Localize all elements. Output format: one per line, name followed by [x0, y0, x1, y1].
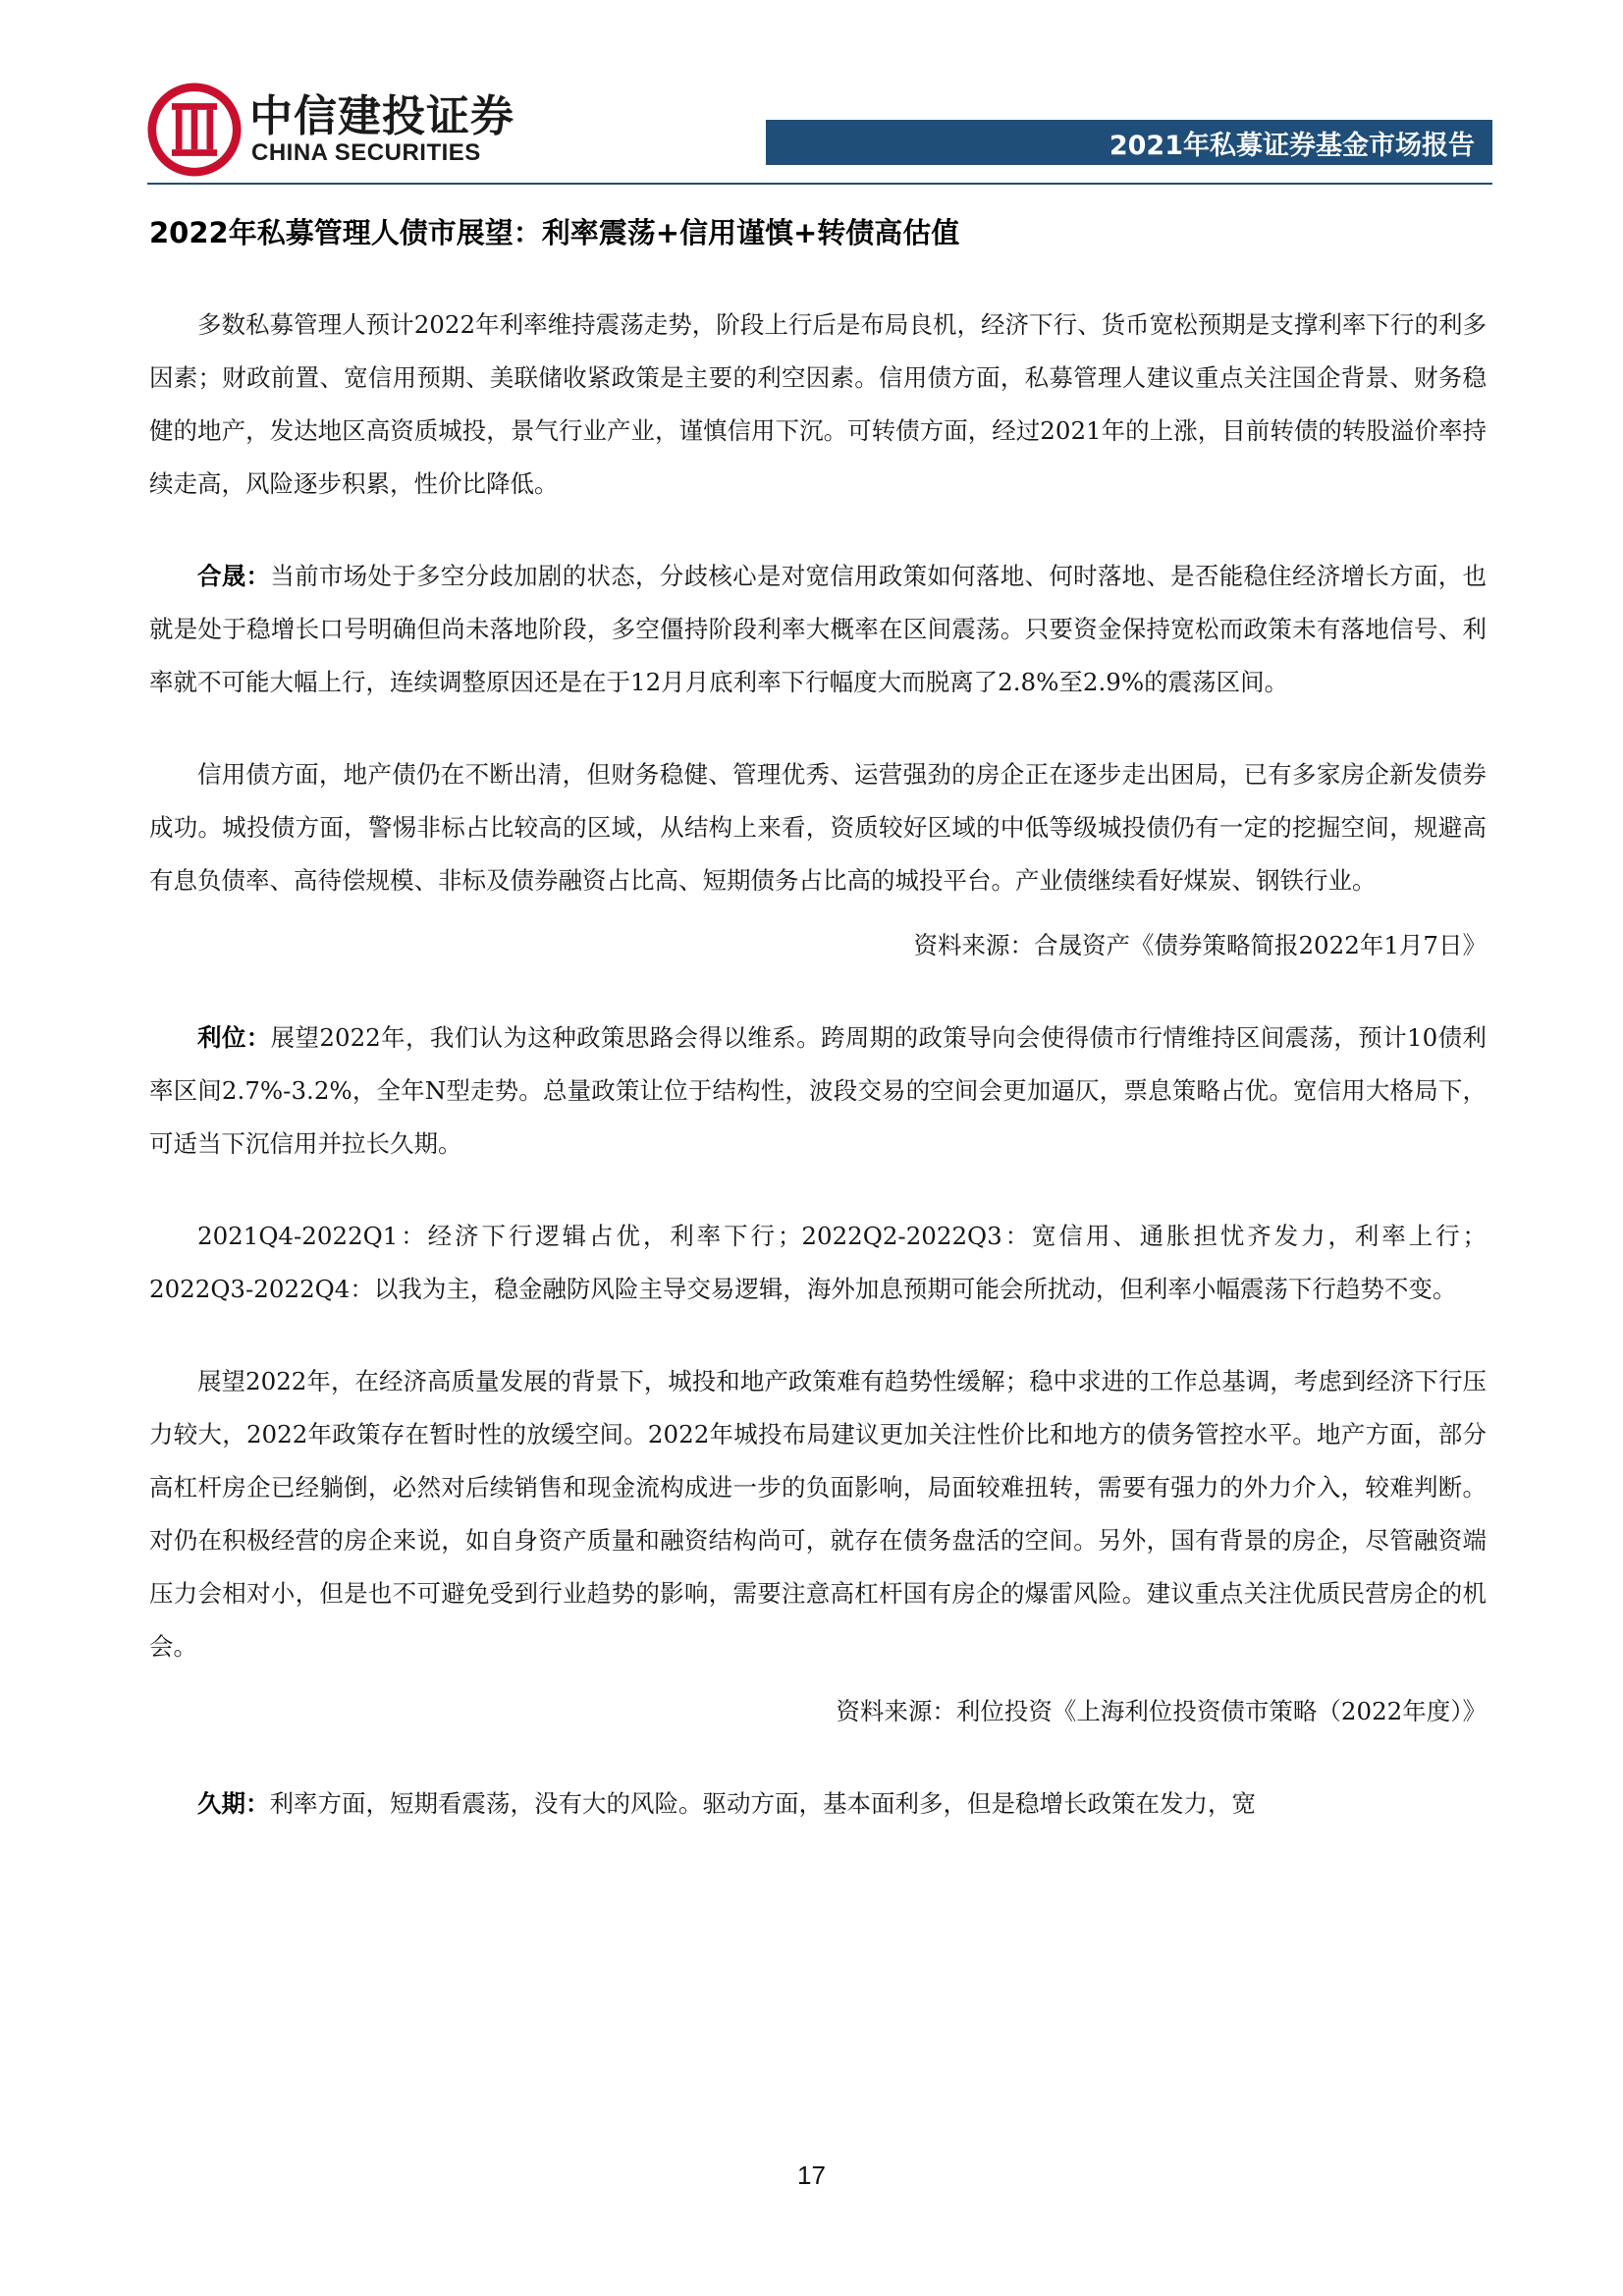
report-title-banner: 2021年私募证券基金市场报告 — [766, 120, 1492, 165]
liwei-paragraph-2: 2021Q4-2022Q1：经济下行逻辑占优，利率下行；2022Q2-2022Q3：宽信用、通胀担忧齐发力，利率上行；2022Q3-2022Q4：以我为主，稳金融防风险主导交易逻辑，海外加息预期可能会所扰动，但利率小幅震荡下行趋势不变。 — [149, 1222, 1487, 1303]
liwei-label: 利位： — [197, 1023, 271, 1052]
jiuqi-text: 利率方面，短期看震荡，没有大的风险。驱动方面，基本面利多，但是稳增长政策在发力，宽 — [269, 1789, 1256, 1818]
source-note-liwei: 资料来源：利位投资《上海利位投资债市策略（2022年度）》 — [836, 1697, 1487, 1725]
hesheng-paragraph-2: 信用债方面，地产债仍在不断出清，但财务稳健、管理优秀、运营强劲的房企正在逐步走出困局，已有多家房企新发债券成功。城投债方面，警惕非标占比较高的区域，从结构上来看，资质较好区域的中低等级城投债仍有一定的挖掘空间，规避高有息负债率、高待偿规模、非标及债券融资占比高、短期债务占比高的城投平台。产业债继续看好煤炭、钢铁行业。 — [149, 760, 1487, 895]
liwei-paragraph-1 — [149, 1011, 1487, 1171]
page-number: 17 — [797, 2160, 826, 2190]
logo-english-name: CHINA SECURITIES — [251, 139, 481, 166]
hesheng-text-1: 当前市场处于多空分歧加剧的状态，分歧核心是对宽信用政策如何落地、何时落地、是否能稳住经济增长方面，也就是处于稳增长口号明确但尚未落地阶段，多空僵持阶段利率大概率在区间震荡。只要资金保持宽松而政策未有落地信号、利率就不可能大幅上行，连续调整原因还是在于12月月底利率下行幅度大而脱离了2.8%至2.9%的震荡区间。 — [149, 562, 1488, 696]
header-divider — [147, 183, 1492, 185]
intro-paragraph: 多数私募管理人预计2022年利率维持震荡走势，阶段上行后是布局良机，经济下行、货币宽松预期是支撑利率下行的利多因素；财政前置、宽信用预期、美联储收紧政策是主要的利空因素。信用债方面，私募管理人建议重点关注国企背景、财务稳健的地产，发达地区高资质城投，景气行业产业，谨慎信用下沉。可转债方面，经过2021年的上涨，目前转债的转股溢价率持续走高，风险逐步积累，性价比降低。 — [149, 310, 1487, 498]
citic-logo-icon — [147, 82, 242, 177]
source-note-hesheng: 资料来源：合晟资产《债券策略简报2022年1月7日》 — [913, 931, 1487, 959]
jiuqi-paragraph — [149, 1777, 1487, 1831]
liwei-text-1: 展望2022年，我们认为这种政策思路会得以维系。跨周期的政策导向会使得债市行情维持区间震荡，预计10债利率区间2.7%-3.2%，全年N型走势。总量政策让位于结构性，波段交易的空间会更加逼仄，票息策略占优。宽信用大格局下，可适当下沉信用并拉长久期。 — [149, 1023, 1487, 1158]
jiuqi-label: 久期： — [197, 1789, 270, 1818]
company-logo — [147, 77, 540, 185]
hesheng-label: 合晟： — [197, 562, 271, 590]
hesheng-paragraph-1 — [149, 550, 1487, 709]
section-title: 2022年私募管理人债市展望：利率震荡+信用谨慎+转债高估值 — [149, 216, 960, 249]
logo-chinese-name: 中信建投证券 — [249, 91, 514, 141]
liwei-paragraph-3: 展望2022年，在经济高质量发展的背景下，城投和地产政策难有趋势性缓解；稳中求进的工作总基调，考虑到经济下行压力较大，2022年政策存在暂时性的放缓空间。2022年城投布局建议更加关注性价比和地方的债务管控水平。地产方面，部分高杠杆房企已经躺倒，必然对后续销售和现金流构成进一步的负面影响，局面较难扭转，需要有强力的外力介入，较难判断。对仍在积极经营的房企来说，如自身资产质量和融资结构尚可，就存在债务盘活的空间。另外，国有背景的房企，尽管融资端压力会相对小，但是也不可避免受到行业趋势的影响，需要注意高杠杆国有房企的爆雷风险。建议重点关注优质民营房企的机会。 — [149, 1367, 1487, 1661]
page-content — [149, 206, 1487, 1831]
